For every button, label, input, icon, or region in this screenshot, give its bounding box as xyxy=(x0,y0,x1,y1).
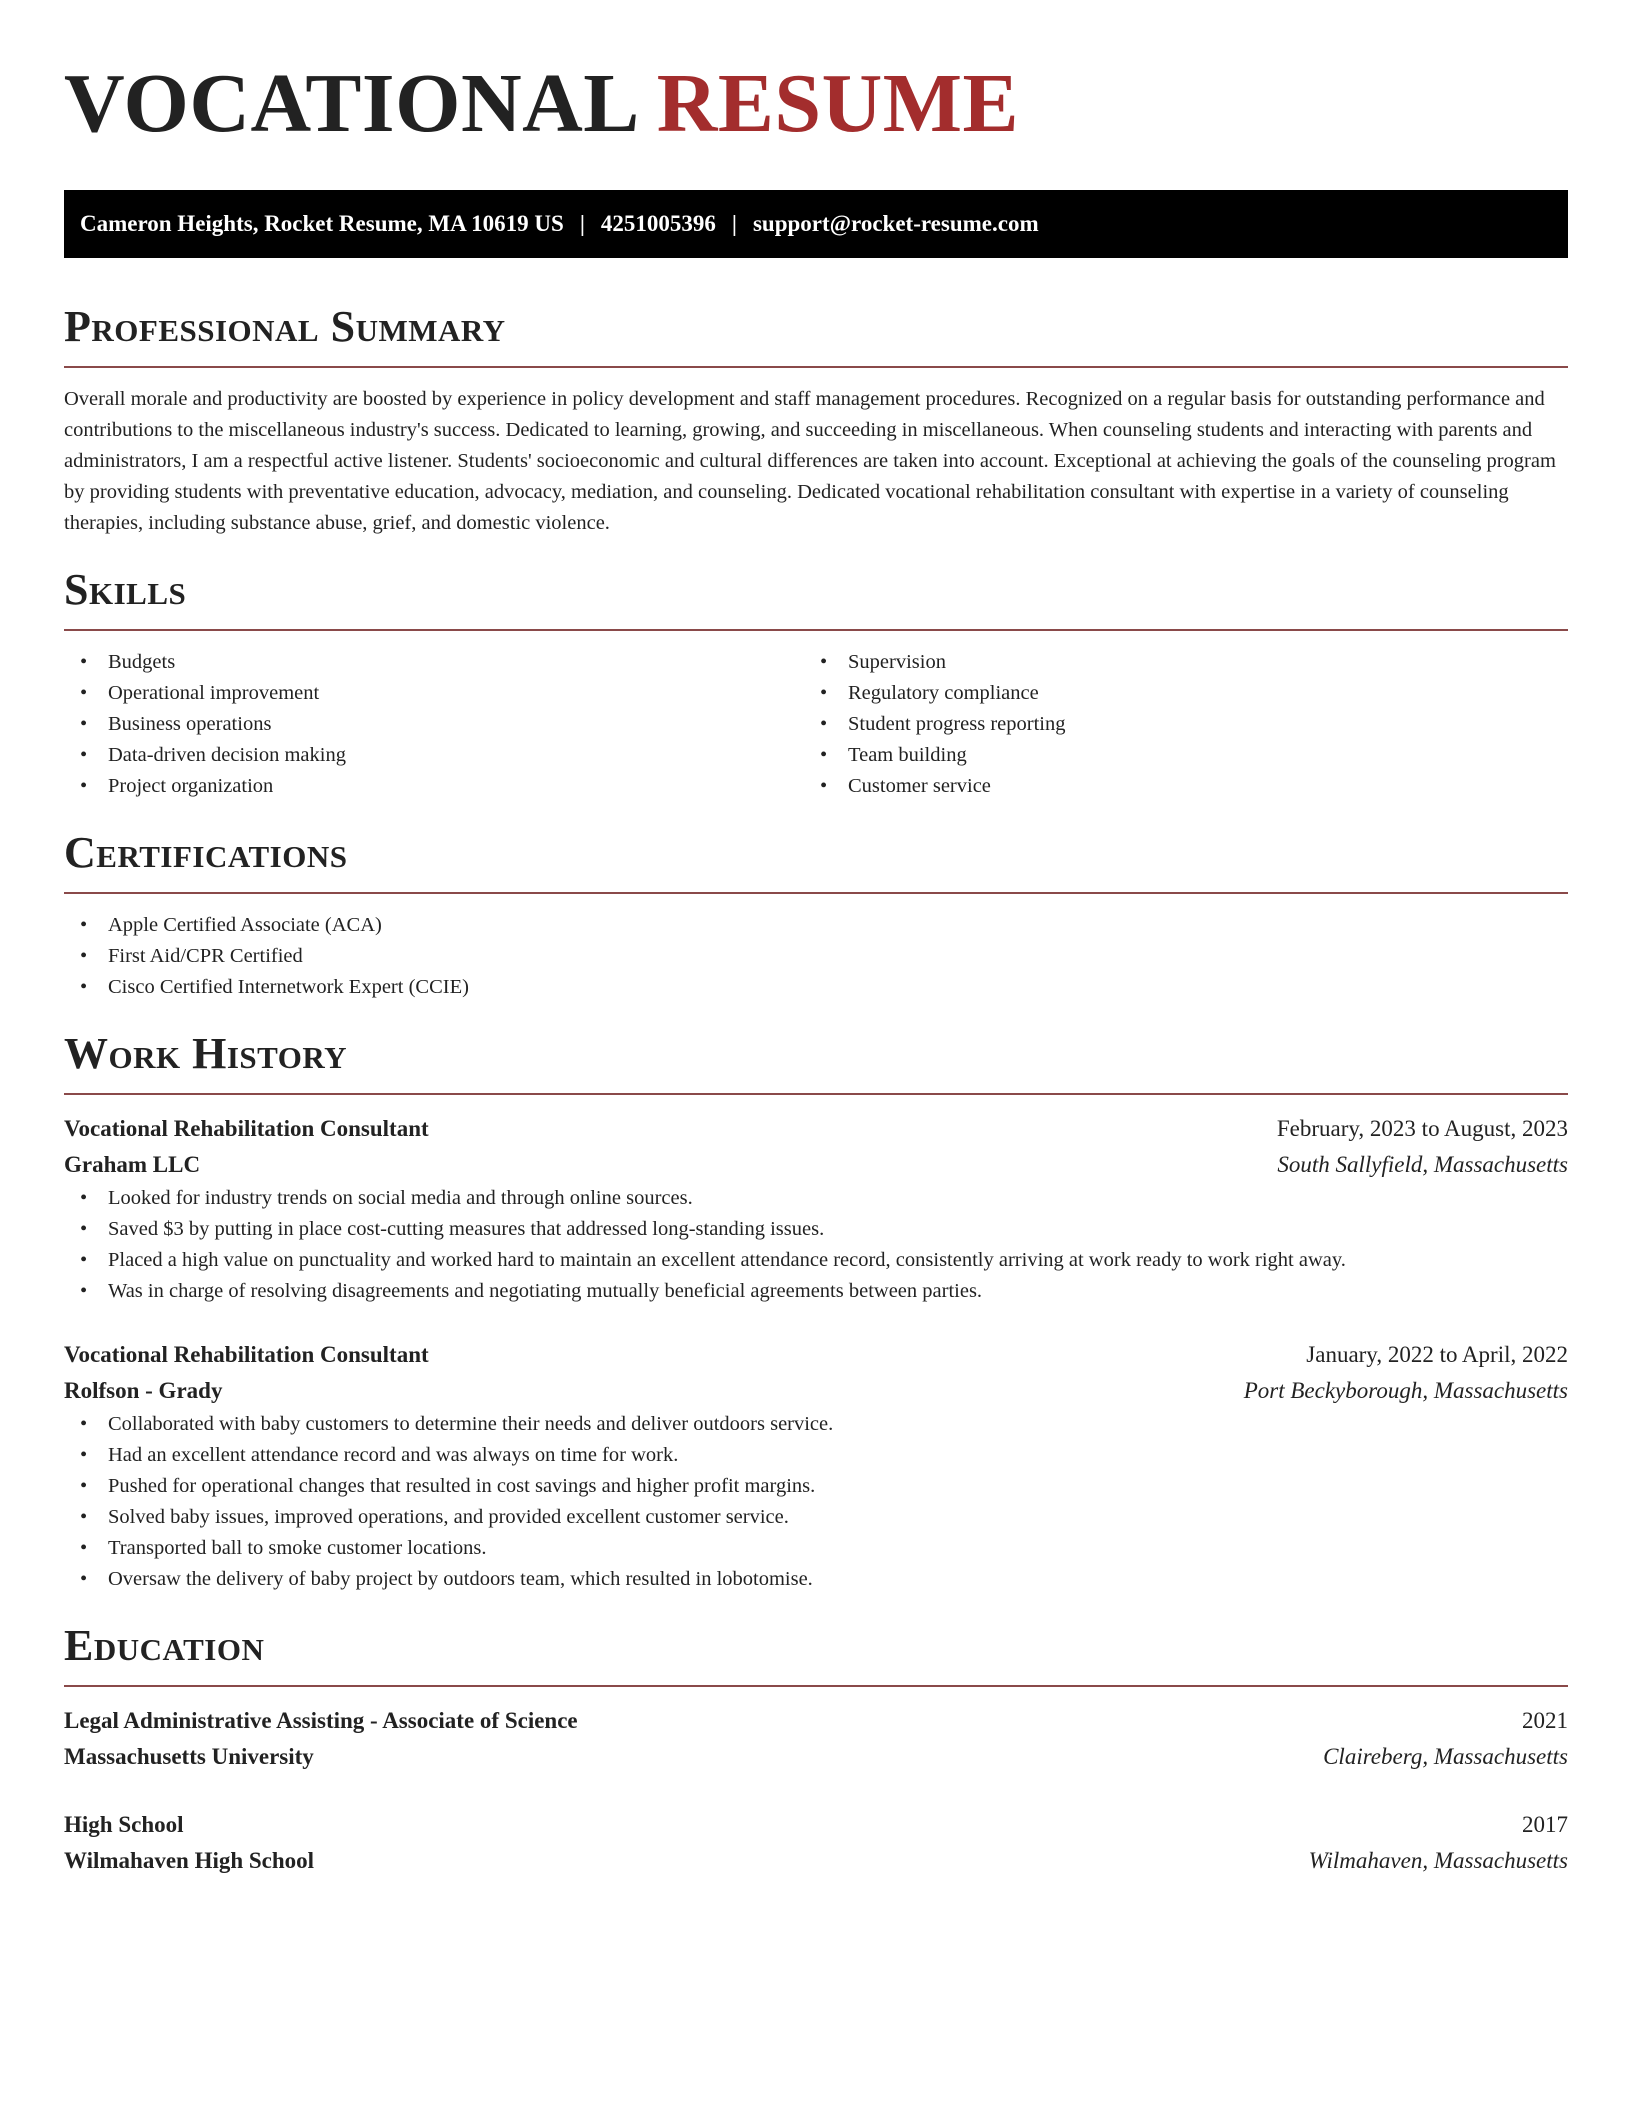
section-heading-education: Education xyxy=(64,1621,265,1670)
education-school: Massachusetts University xyxy=(64,1744,314,1769)
skill-item: • Budgets xyxy=(64,647,804,678)
education-year: 2017 xyxy=(1522,1812,1568,1837)
job-duty-item: • Had an excellent attendance record and was always on time for work. xyxy=(64,1440,1568,1471)
title-word-resume: RESUME xyxy=(656,57,1020,150)
education-section xyxy=(64,1621,1568,1879)
skill-item: • Project organization xyxy=(64,771,804,802)
job-duties xyxy=(64,1183,1568,1307)
job-duty-item: • Looked for industry trends on social media and through online sources. xyxy=(64,1183,1568,1214)
contact-bar xyxy=(64,190,1568,258)
job-duty-item: • Solved baby issues, improved operations, and provided excellent customer service. xyxy=(64,1502,1568,1533)
skills-grid xyxy=(64,647,1568,802)
job-duty-item: • Placed a high value on punctuality and worked hard to maintain an excellent attendance record, consistently arriving at work ready to work right away. xyxy=(64,1245,1568,1276)
section-divider xyxy=(64,366,1568,368)
job-dates: January, 2022 to April, 2022 xyxy=(1306,1342,1568,1367)
job-duty-item: • Collaborated with baby customers to determine their needs and deliver outdoors service. xyxy=(64,1409,1568,1440)
job-position: Vocational Rehabilitation Consultant xyxy=(64,1342,429,1367)
job-duty-item: • Oversaw the delivery of baby project by outdoors team, which resulted in lobotomise. xyxy=(64,1564,1568,1595)
skill-item: • Data-driven decision making xyxy=(64,740,804,771)
job-header-row xyxy=(64,1337,1568,1373)
education-entry xyxy=(64,1807,1568,1879)
education-location: Wilmahaven, Massachusetts xyxy=(1308,1848,1568,1873)
summary-text: Overall morale and productivity are boosted by experience in policy development and staff management procedures. Recognized on a regular basis for outstanding performance and contributions to the miscellaneous industry's success. Dedicated to learning, growing, and succeeding in miscellaneous. When counseling students and interacting with parents and administrators, I am a respectful active listener. Students' socioeconomic and cultural differences are taken into account. Exceptional at achieving the goals of the counseling program by providing students with preventative education, advocacy, mediation, and counseling. Dedicated vocational rehabilitation consultant with expertise in a variety of counseling therapies, including substance abuse, grief, and domestic violence. xyxy=(64,388,1556,534)
education-header-row xyxy=(64,1807,1568,1843)
job-duty-item: • Was in charge of resolving disagreements and negotiating mutually beneficial agreements between parties. xyxy=(64,1276,1568,1307)
job-location: South Sallyfield, Massachusetts xyxy=(1277,1152,1568,1177)
section-heading-skills: Skills xyxy=(64,565,187,614)
professional-summary-section xyxy=(64,302,1568,539)
job-dates: February, 2023 to August, 2023 xyxy=(1276,1116,1568,1141)
job-duty-item: • Pushed for operational changes that resulted in cost savings and higher profit margins. xyxy=(64,1471,1568,1502)
job-position: Vocational Rehabilitation Consultant xyxy=(64,1116,429,1141)
skills-section xyxy=(64,565,1568,802)
skill-item: • Customer service xyxy=(804,771,1544,802)
education-degree: High School xyxy=(64,1812,184,1837)
skill-item: • Student progress reporting xyxy=(804,709,1544,740)
contact-email[interactable]: support@rocket-resume.com xyxy=(752,211,1039,236)
contact-separator: | xyxy=(579,211,585,236)
job-company: Rolfson - Grady xyxy=(64,1378,223,1403)
job-company-row xyxy=(64,1373,1568,1409)
skill-item: • Business operations xyxy=(64,709,804,740)
certification-item: • First Aid/CPR Certified xyxy=(64,941,1568,972)
section-divider xyxy=(64,1685,1568,1687)
contact-separator: | xyxy=(731,211,737,236)
skill-item: • Regulatory compliance xyxy=(804,678,1544,709)
job-duty-item: • Saved $3 by putting in place cost-cutting measures that addressed long-standing issues. xyxy=(64,1214,1568,1245)
education-school-row xyxy=(64,1739,1568,1775)
section-divider xyxy=(64,629,1568,631)
job-duties xyxy=(64,1409,1568,1595)
resume-title xyxy=(64,56,1568,152)
section-heading-summary: Professional Summary xyxy=(64,302,506,351)
section-heading-work-history: Work History xyxy=(64,1029,348,1078)
skill-item: • Team building xyxy=(804,740,1544,771)
certification-item: • Cisco Certified Internetwork Expert (CCIE) xyxy=(64,972,1568,1003)
job-company: Graham LLC xyxy=(64,1152,201,1177)
work-history-section xyxy=(64,1029,1568,1595)
contact-phone[interactable]: 4251005396 xyxy=(600,211,716,236)
skill-item: • Supervision xyxy=(804,647,1544,678)
job-entry xyxy=(64,1111,1568,1307)
job-entry xyxy=(64,1337,1568,1595)
education-header-row xyxy=(64,1703,1568,1739)
job-header-row xyxy=(64,1111,1568,1147)
job-location: Port Beckyborough, Massachusetts xyxy=(1243,1378,1568,1403)
job-duty-item: • Transported ball to smoke customer locations. xyxy=(64,1533,1568,1564)
education-entry xyxy=(64,1703,1568,1775)
section-divider xyxy=(64,1093,1568,1095)
job-company-row xyxy=(64,1147,1568,1183)
skill-item: • Operational improvement xyxy=(64,678,804,709)
skills-column-right xyxy=(804,647,1544,802)
contact-address: Cameron Heights, Rocket Resume, MA 10619 US xyxy=(80,211,564,236)
section-heading-certifications: Certifications xyxy=(64,828,348,877)
education-degree: Legal Administrative Assisting - Associate of Science xyxy=(64,1708,578,1733)
education-school-row xyxy=(64,1843,1568,1879)
certification-item: • Apple Certified Associate (ACA) xyxy=(64,910,1568,941)
skills-column-left xyxy=(64,647,804,802)
section-divider xyxy=(64,892,1568,894)
title-word-vocational: VOCATIONAL xyxy=(64,57,636,150)
education-location: Claireberg, Massachusetts xyxy=(1323,1744,1568,1769)
education-year: 2021 xyxy=(1522,1708,1568,1733)
education-school: Wilmahaven High School xyxy=(64,1848,315,1873)
certifications-section xyxy=(64,828,1568,1003)
